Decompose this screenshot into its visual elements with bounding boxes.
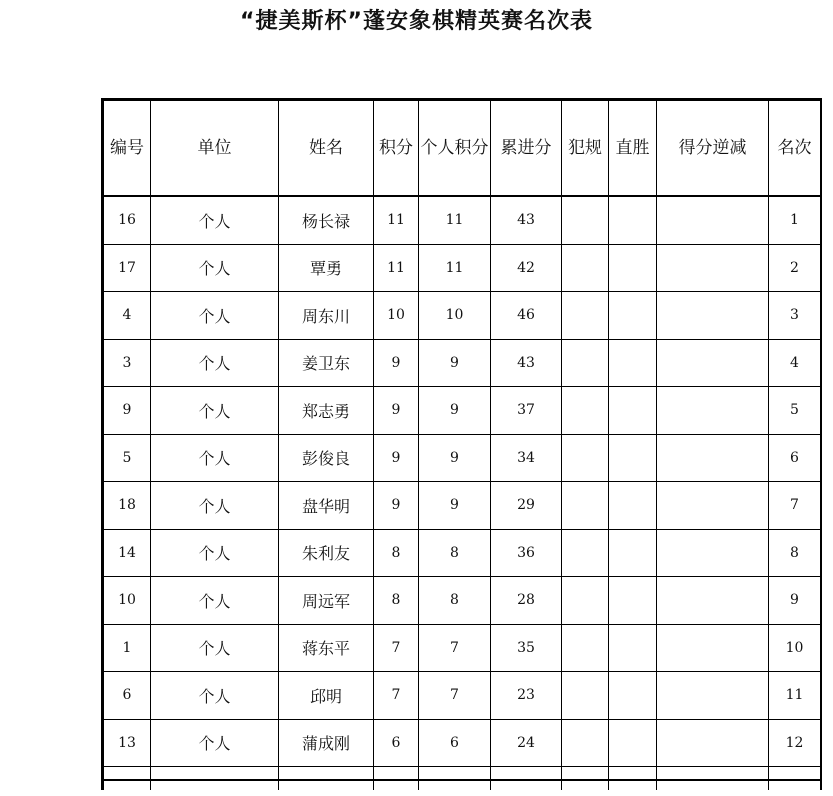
cell-rank: 8 [769,529,821,577]
cell-foul [562,529,609,577]
cell-direct-win [609,672,657,720]
cell-unit: 个人 [151,339,279,387]
cell-id: 13 [104,719,151,767]
cell-cumulative: 36 [491,529,562,577]
cell-score: 9 [374,482,419,530]
cell-personal-score: 7 [419,672,491,720]
cell-score: 7 [374,624,419,672]
table-row [104,387,821,435]
cell-unit: 个人 [151,482,279,530]
cell-score: 11 [374,196,419,244]
cell-foul [562,482,609,530]
cell-personal-score: 8 [419,577,491,625]
cell-reverse-score [657,244,769,292]
cell-name: 蒋东平 [279,624,374,672]
cell-name: 邱明 [279,672,374,720]
cell-score: 10 [374,292,419,340]
cell-direct-win [609,292,657,340]
cell-unit: 个人 [151,196,279,244]
table-row [104,339,821,387]
cell-name: 郑志勇 [279,387,374,435]
cell-reverse-score [657,577,769,625]
cell-score: 9 [374,339,419,387]
table-row [104,672,821,720]
cell-unit: 个人 [151,672,279,720]
table-header-row [104,101,821,197]
cell-cumulative: 23 [491,672,562,720]
cell-unit: 个人 [151,434,279,482]
cell-id: 17 [104,244,151,292]
cell-name: 盘华明 [279,482,374,530]
cell-id: 3 [104,339,151,387]
cell-name: 蒲成刚 [279,719,374,767]
column-header-personal-score: 个人积分 [419,101,491,197]
cell-personal-score: 7 [419,624,491,672]
cell-foul [562,672,609,720]
cell-reverse-score [657,196,769,244]
cell-direct-win [609,529,657,577]
cell-personal-score: 9 [419,339,491,387]
cell-id: 5 [104,434,151,482]
cell-direct-win [609,434,657,482]
cell-personal-score: 9 [419,434,491,482]
column-header-rank: 名次 [769,101,821,197]
cell-id: 6 [104,672,151,720]
cell-reverse-score [657,292,769,340]
column-header-id: 编号 [104,101,151,197]
cell-unit: 个人 [151,719,279,767]
cell-direct-win [609,387,657,435]
cell-foul [562,434,609,482]
cell-score: 11 [374,244,419,292]
cell-cumulative: 43 [491,339,562,387]
column-header-score: 积分 [374,101,419,197]
cell-rank: 11 [769,672,821,720]
cell-direct-win [609,244,657,292]
cell-direct-win [609,577,657,625]
cell-foul [562,387,609,435]
table-row [104,624,821,672]
cell-rank: 7 [769,482,821,530]
table-row [104,434,821,482]
column-header-foul: 犯规 [562,101,609,197]
cell-personal-score: 10 [419,292,491,340]
cell-cumulative: 24 [491,719,562,767]
cell-name: 周远军 [279,577,374,625]
cell-cumulative: 37 [491,387,562,435]
cell-score: 9 [374,434,419,482]
cell-direct-win [609,482,657,530]
cell-reverse-score [657,719,769,767]
table-row [104,719,821,767]
cell-cumulative: 29 [491,482,562,530]
cell-unit: 个人 [151,387,279,435]
cell-reverse-score [657,529,769,577]
cell-reverse-score [657,482,769,530]
cell-rank: 3 [769,292,821,340]
cell-name: 周东川 [279,292,374,340]
cell-rank: 5 [769,387,821,435]
cell-score: 7 [374,672,419,720]
cell-unit: 个人 [151,292,279,340]
cell-foul [562,339,609,387]
cell-id: 1 [104,624,151,672]
cell-foul [562,577,609,625]
cell-id: 9 [104,387,151,435]
cell-rank: 4 [769,339,821,387]
cell-name: 姜卫东 [279,339,374,387]
column-header-unit: 单位 [151,101,279,197]
cell-name: 朱利友 [279,529,374,577]
cell-unit: 个人 [151,529,279,577]
cell-unit: 个人 [151,244,279,292]
cell-rank: 12 [769,719,821,767]
cell-unit: 个人 [151,577,279,625]
cell-name: 杨长禄 [279,196,374,244]
cell-direct-win [609,339,657,387]
cell-score: 8 [374,577,419,625]
cell-personal-score: 11 [419,196,491,244]
cell-rank: 2 [769,244,821,292]
cell-reverse-score [657,672,769,720]
cell-foul [562,244,609,292]
cell-name: 覃勇 [279,244,374,292]
table-body [104,196,821,790]
table-row [104,577,821,625]
cell-foul [562,624,609,672]
cell-personal-score: 9 [419,482,491,530]
column-header-reverse-score: 得分逆减 [657,101,769,197]
column-header-cumulative: 累进分 [491,101,562,197]
cell-rank: 9 [769,577,821,625]
cell-cumulative: 35 [491,624,562,672]
cell-cumulative: 34 [491,434,562,482]
cell-reverse-score [657,339,769,387]
cell-personal-score: 9 [419,387,491,435]
cell-direct-win [609,196,657,244]
cell-personal-score: 6 [419,719,491,767]
cell-id: 16 [104,196,151,244]
cell-rank: 1 [769,196,821,244]
cell-cumulative: 43 [491,196,562,244]
cell-rank: 10 [769,624,821,672]
cell-score: 9 [374,387,419,435]
page-title: “捷美斯杯”蓬安象棋精英赛名次表 [240,9,593,34]
cell-reverse-score [657,387,769,435]
table-row [104,529,821,577]
column-header-direct-win: 直胜 [609,101,657,197]
cell-reverse-score [657,624,769,672]
cell-direct-win [609,624,657,672]
cell-cumulative: 28 [491,577,562,625]
cell-cumulative: 42 [491,244,562,292]
cell-personal-score: 8 [419,529,491,577]
cell-direct-win [609,719,657,767]
cell-foul [562,719,609,767]
cell-score: 8 [374,529,419,577]
cell-score: 6 [374,719,419,767]
table-row [104,196,821,244]
cell-id: 18 [104,482,151,530]
table-row [104,482,821,530]
cell-reverse-score [657,434,769,482]
table-row [104,244,821,292]
cell-id: 10 [104,577,151,625]
cell-foul [562,196,609,244]
table-row [104,292,821,340]
cell-id: 14 [104,529,151,577]
ranking-table [103,100,821,790]
cell-unit: 个人 [151,624,279,672]
ranking-table-container [101,98,822,790]
cell-cumulative: 46 [491,292,562,340]
cell-rank: 6 [769,434,821,482]
cell-foul [562,292,609,340]
column-header-name: 姓名 [279,101,374,197]
cell-personal-score: 11 [419,244,491,292]
cell-id: 4 [104,292,151,340]
cell-name: 彭俊良 [279,434,374,482]
table-bottom-border [101,779,820,781]
